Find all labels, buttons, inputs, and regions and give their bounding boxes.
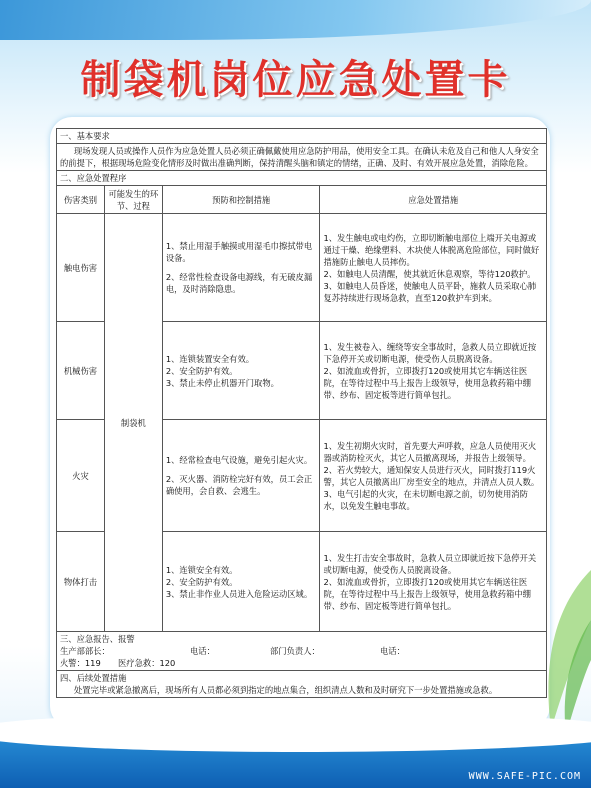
medical-hotline: 医疗急救：120 — [118, 658, 176, 668]
hotline-line — [60, 657, 543, 669]
prevent-item: 1、经常检查电气设施，避免引起火灾。 — [165, 455, 313, 465]
header-prevent: 预防和控制措施 — [162, 186, 320, 214]
prevent-item: 2、灭火器、消防栓完好有效，员工会正确使用，会自救、会逃生。 — [165, 474, 313, 496]
section1-heading: 一、基本要求 — [57, 129, 547, 144]
prevent-item: 2、经常性检查设备电源线，有无破皮漏电，及时消除隐患。 — [165, 272, 313, 294]
section1-text-row — [57, 144, 547, 171]
phone-label-1: 电话： — [190, 646, 215, 656]
section1-heading-row — [57, 129, 547, 144]
section2-heading: 二、应急处置程序 — [57, 171, 547, 186]
response-item: 3、电气引起的火灾，在未切断电源之前，切勿使用消防水，以免发生触电事故。 — [323, 488, 528, 511]
response-item: 1、发生被卷入、缠绕等安全事故时，急救人员立即就近按下急停开关或切断电源，使受伤人员脱离设备。 — [323, 341, 537, 364]
prevent-item: 2、安全防护有效。 — [165, 365, 238, 376]
production-head-label: 生产部部长： — [60, 646, 110, 656]
response-item: 2、如流血或骨折，立即拨打120或使用其它车辆送往医院，在等待过程中马上报告上级领导，使用急救药箱中绷带、纱布、固定板等进行简单包扎。 — [323, 365, 531, 400]
section4-row — [57, 671, 547, 698]
table-row — [57, 214, 547, 322]
emergency-card-table — [56, 128, 547, 698]
prevent-item: 1、禁止用湿手触摸或用湿毛巾擦拭带电设备。 — [165, 241, 313, 263]
header-hazard: 伤害类别 — [57, 186, 105, 214]
section2-heading-row — [57, 171, 547, 186]
table-header-row — [57, 186, 547, 214]
equipment-cell: 制袋机 — [104, 214, 162, 632]
bottom-curve — [0, 712, 591, 752]
section4-text: 处置完毕或紧急撤离后，现场所有人员都必须到指定的地点集合，组织清点人数和及时研究下一步处置措施或急救。 — [74, 685, 498, 695]
section1-text: 现场发现人员或操作人员作为应急处置人员必须正确佩戴使用应急防护用品，使用安全工具。在确认未危及自己和他人人身安全的前提下，根据现场危险变化情形及时做出准确判断，保持清醒头脑和镇定的情绪，正确、及时、有效开展应急处置，消除危险。 — [57, 144, 547, 171]
prevent-item: 2、安全防护有效。 — [165, 576, 238, 587]
prevent-cell — [162, 532, 320, 632]
response-item: 1、发生打击安全事故时，急救人员立即就近按下急停开关或切断电源，使受伤人员脱离设备。 — [323, 552, 537, 575]
section3-cell — [57, 632, 547, 671]
prevent-item: 1、连锁装置安全有效。 — [165, 353, 255, 364]
response-item: 1、发生初期火灾时，首先要大声呼救，应急人员使用灭火器或消防栓灭火，其它人员撤离现场，并报告上级领导。 — [323, 440, 537, 463]
response-item: 3、如触电人员昏迷，使触电人员平卧，施救人员采取心肺复苏持续进行现场急救，直至120救护车到来。 — [323, 280, 537, 303]
dept-head-label: 部门负责人： — [270, 646, 320, 656]
prevent-cell — [162, 214, 320, 322]
hazard-cell: 触电伤害 — [57, 214, 105, 322]
prevent-item: 3、禁止未停止机器开门取物。 — [165, 377, 279, 388]
watermark: WWW.SAFE-PIC.COM — [468, 771, 581, 782]
response-cell — [320, 532, 547, 632]
response-item: 1、发生触电或电灼伤，立即切断触电部位上端开关电源或通过干燥、绝缘塑料、木块使人体脱离危险部位，同时做好措施防止触电人员摔伤。 — [323, 232, 540, 267]
fire-hotline: 火警：119 — [60, 658, 101, 668]
header-link: 可能发生的环节、过程 — [104, 186, 162, 214]
prevent-cell — [162, 322, 320, 420]
page-title: 制袋机岗位应急处置卡 — [80, 57, 511, 103]
prevent-cell — [162, 420, 320, 532]
section4-cell — [57, 671, 547, 698]
response-item: 2、若火势较大，通知保安人员进行灭火，同时拨打119火警，其它人员撤离出厂房至安全的地点，并清点人员人数。 — [323, 464, 540, 487]
section3-row — [57, 632, 547, 671]
section4-heading: 四、后续处置措施 — [60, 673, 127, 683]
phone-label-2: 电话： — [380, 646, 405, 656]
hazard-cell: 机械伤害 — [57, 322, 105, 420]
response-cell — [320, 214, 547, 322]
response-cell — [320, 420, 547, 532]
response-item: 2、如触电人员清醒，使其就近休息观察，等待120救护。 — [323, 268, 536, 279]
section3-heading: 三、应急报告、报警 — [60, 634, 135, 644]
prevent-item: 1、连锁安全有效。 — [165, 564, 238, 575]
response-cell — [320, 322, 547, 420]
hazard-cell: 火灾 — [57, 420, 105, 532]
prevent-item: 3、禁止非作业人员进入危险运动区域。 — [165, 588, 313, 599]
response-item: 2、如流血或骨折，立即拨打120或使用其它车辆送往医院，在等待过程中马上报告上级领导，使用急救药箱中绷带、纱布、固定板等进行简单包扎。 — [323, 576, 531, 611]
header-response: 应急处置措施 — [320, 186, 547, 214]
contact-line — [60, 645, 543, 657]
hazard-cell: 物体打击 — [57, 532, 105, 632]
